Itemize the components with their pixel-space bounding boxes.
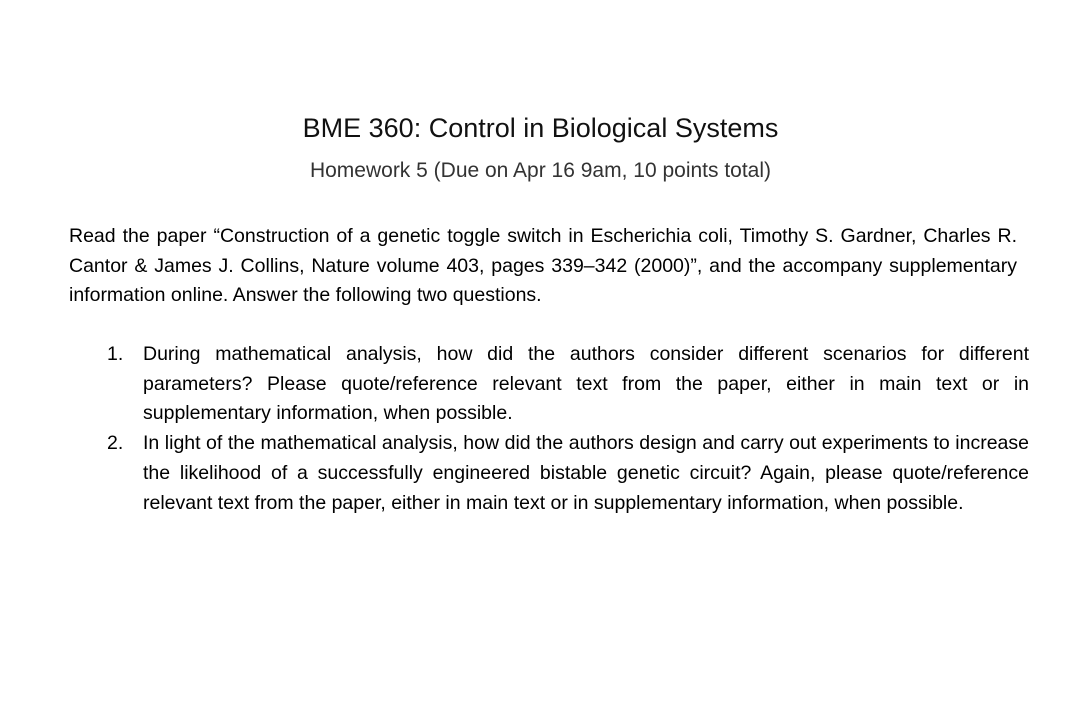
question-number: 2. [107,432,124,455]
question-number: 1. [107,343,124,365]
question-item-2 [69,429,1029,518]
question-text: In light of the mathematical analysis, how did the authors design and carry out experiments to increase the likelihood of a successfully engineered bistable genetic circuit? Again, please quote/reference relevant text from the paper, either in main text or in supplementary information, when possible. [143,432,1029,514]
question-list [69,340,1029,518]
question-item-1 [69,340,1029,429]
document-subtitle: Homework 5 (Due on Apr 16 9am, 10 points total) [309,159,772,182]
question-text: During mathematical analysis, how did the authors consider different scenarios for different parameters? Please quote/reference relevant text from the paper, either in main text or in supplementary information, when possible. [143,343,1029,425]
intro-paragraph: Read the paper “Construction of a genetic toggle switch in Escherichia coli, Timothy S. Gardner, Charles R. Cantor & James J. Collins, Nature volume 403, pages 339–342 (2000)”, and the accompany supplementary information online. Answer the following two questions. [69,225,1017,307]
document-title: BME 360: Control in Biological Systems [302,113,779,143]
